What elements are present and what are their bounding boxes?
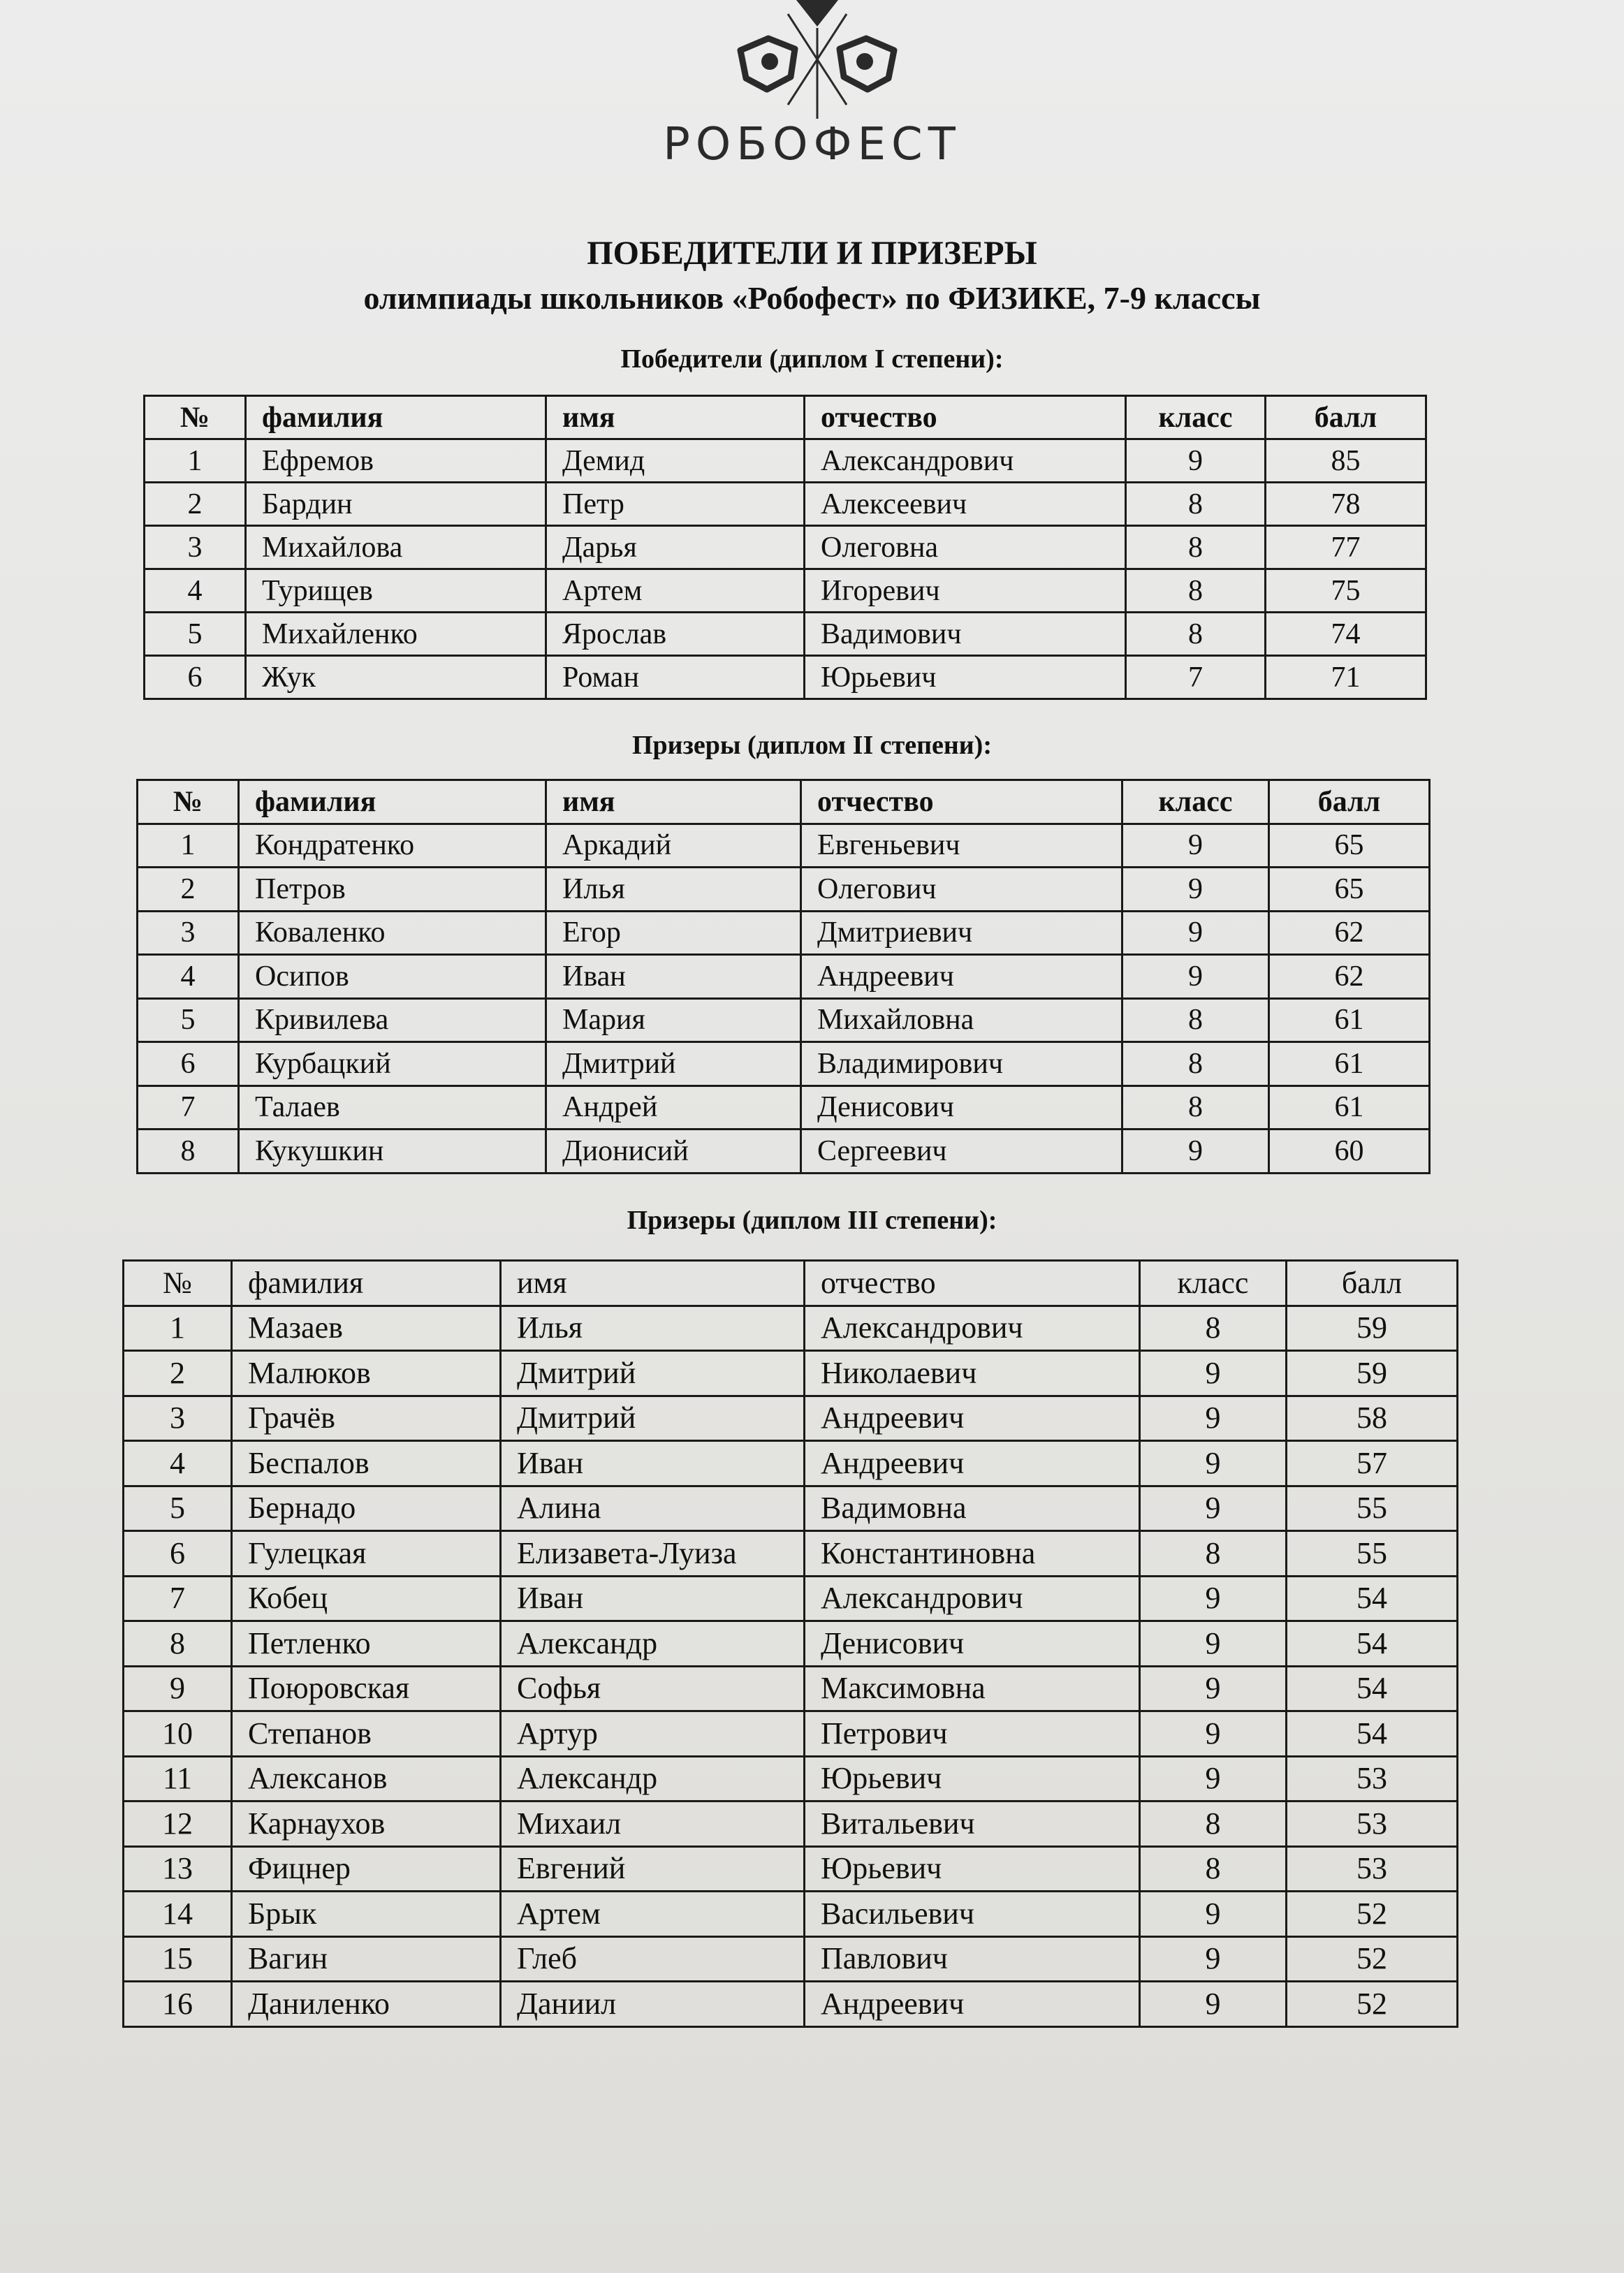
cell-num: 15 (124, 1936, 232, 1982)
cell-name: Иван (501, 1441, 805, 1486)
cell-surname: Малюков (232, 1351, 501, 1396)
cell-score: 59 (1287, 1351, 1458, 1396)
cell-score: 52 (1287, 1892, 1458, 1937)
cell-grade: 9 (1140, 1892, 1287, 1937)
cell-patronymic: Денисович (805, 1621, 1140, 1667)
cell-name: Андрей (546, 1086, 801, 1130)
cell-surname: Кривилева (239, 998, 546, 1042)
cell-name: Евгений (501, 1846, 805, 1892)
cell-grade: 7 (1126, 656, 1266, 699)
cell-grade: 9 (1140, 1936, 1287, 1982)
cell-surname: Осипов (239, 955, 546, 999)
cell-patronymic: Дмитриевич (801, 911, 1122, 955)
cell-patronymic: Евгеньевич (801, 824, 1122, 868)
cell-name: Софья (501, 1666, 805, 1711)
table-header-row (138, 780, 1430, 824)
cell-surname: Коваленко (239, 911, 546, 955)
cell-surname: Ефремов (246, 439, 546, 483)
cell-num: 7 (138, 1086, 239, 1130)
cell-num: 2 (138, 868, 239, 912)
cell-patronymic: Александрович (805, 1576, 1140, 1621)
column-header-surname: фамилия (246, 396, 546, 439)
cell-surname: Кондратенко (239, 824, 546, 868)
cell-num: 1 (124, 1306, 232, 1351)
cell-grade: 8 (1140, 1306, 1287, 1351)
cell-score: 53 (1287, 1756, 1458, 1801)
cell-grade: 9 (1140, 1621, 1287, 1667)
cell-name: Петр (546, 483, 805, 526)
table-row (124, 1756, 1458, 1801)
cell-name: Мария (546, 998, 801, 1042)
cell-grade: 8 (1126, 569, 1266, 613)
cell-score: 77 (1266, 526, 1426, 569)
cell-score: 75 (1266, 569, 1426, 613)
cell-patronymic: Андреевич (805, 1982, 1140, 2027)
cell-score: 71 (1266, 656, 1426, 699)
column-header-num: № (138, 780, 239, 824)
cell-patronymic: Юрьевич (805, 1756, 1140, 1801)
cell-name: Дмитрий (501, 1396, 805, 1441)
cell-num: 5 (145, 613, 246, 656)
cell-num: 2 (124, 1351, 232, 1396)
cell-score: 74 (1266, 613, 1426, 656)
column-header-score: балл (1287, 1261, 1458, 1306)
cell-num: 16 (124, 1982, 232, 2027)
cell-grade: 9 (1122, 911, 1269, 955)
results-table (136, 779, 1431, 1174)
cell-grade: 8 (1126, 483, 1266, 526)
cell-surname: Вагин (232, 1936, 501, 1982)
cell-num: 2 (145, 483, 246, 526)
table-row (124, 1486, 1458, 1531)
table-row (138, 1042, 1430, 1086)
cell-patronymic: Павлович (805, 1936, 1140, 1982)
cell-patronymic: Владимирович (801, 1042, 1122, 1086)
cell-num: 6 (138, 1042, 239, 1086)
cell-surname: Гулецкая (232, 1531, 501, 1577)
cell-score: 52 (1287, 1936, 1458, 1982)
cell-score: 78 (1266, 483, 1426, 526)
cell-patronymic: Вадимовна (805, 1486, 1140, 1531)
cell-name: Глеб (501, 1936, 805, 1982)
page-title: ПОБЕДИТЕЛИ И ПРИЗЕРЫ (587, 235, 1037, 272)
cell-patronymic: Игоревич (805, 569, 1126, 613)
table-row (124, 1936, 1458, 1982)
cell-grade: 9 (1140, 1396, 1287, 1441)
cell-num: 8 (138, 1130, 239, 1174)
table-row (124, 1621, 1458, 1667)
cell-name: Аркадий (546, 824, 801, 868)
section-heading: Победители (диплом I степени): (620, 344, 1004, 374)
results-table (143, 395, 1427, 700)
table-header-row (145, 396, 1426, 439)
cell-name: Артур (501, 1711, 805, 1757)
cell-surname: Беспалов (232, 1441, 501, 1486)
cell-name: Демид (546, 439, 805, 483)
cell-name: Дионисий (546, 1130, 801, 1174)
table-row (124, 1801, 1458, 1847)
section-heading: Призеры (диплом II степени): (631, 731, 992, 760)
cell-name: Артем (546, 569, 805, 613)
cell-surname: Михайленко (246, 613, 546, 656)
cell-score: 55 (1287, 1486, 1458, 1531)
cell-num: 5 (124, 1486, 232, 1531)
cell-num: 6 (124, 1531, 232, 1577)
table-row (124, 1892, 1458, 1937)
cell-grade: 9 (1140, 1982, 1287, 2027)
cell-name: Елизавета-Луиза (501, 1531, 805, 1577)
cell-grade: 9 (1140, 1351, 1287, 1396)
column-header-patronymic: отчество (805, 396, 1126, 439)
cell-score: 54 (1287, 1711, 1458, 1757)
cell-grade: 8 (1126, 526, 1266, 569)
table-row (124, 1531, 1458, 1577)
column-header-surname: фамилия (239, 780, 546, 824)
cell-patronymic: Николаевич (805, 1351, 1140, 1396)
cell-patronymic: Юрьевич (805, 656, 1126, 699)
cell-surname: Грачёв (232, 1396, 501, 1441)
table-row (138, 955, 1430, 999)
cell-patronymic: Андреевич (805, 1396, 1140, 1441)
column-header-name: имя (501, 1261, 805, 1306)
cell-score: 61 (1269, 998, 1430, 1042)
cell-score: 60 (1269, 1130, 1430, 1174)
cell-num: 4 (124, 1441, 232, 1486)
cell-patronymic: Вадимович (805, 613, 1126, 656)
cell-score: 62 (1269, 955, 1430, 999)
cell-grade: 9 (1122, 955, 1269, 999)
cell-surname: Поюровская (232, 1666, 501, 1711)
table-row (124, 1441, 1458, 1486)
cell-num: 5 (138, 998, 239, 1042)
cell-num: 4 (145, 569, 246, 613)
cell-grade: 8 (1140, 1531, 1287, 1577)
cell-num: 7 (124, 1576, 232, 1621)
cell-surname: Жук (246, 656, 546, 699)
cell-surname: Фицнер (232, 1846, 501, 1892)
cell-surname: Кобец (232, 1576, 501, 1621)
column-header-grade: класс (1140, 1261, 1287, 1306)
cell-score: 65 (1269, 824, 1430, 868)
column-header-score: балл (1269, 780, 1430, 824)
cell-surname: Турищев (246, 569, 546, 613)
cell-name: Роман (546, 656, 805, 699)
table-row (145, 656, 1426, 699)
cell-name: Михаил (501, 1801, 805, 1847)
cell-num: 8 (124, 1621, 232, 1667)
cell-surname: Петленко (232, 1621, 501, 1667)
cell-score: 85 (1266, 439, 1426, 483)
column-header-grade: класс (1126, 396, 1266, 439)
cell-surname: Алексанов (232, 1756, 501, 1801)
table-row (145, 439, 1426, 483)
table-row (138, 868, 1430, 912)
cell-surname: Кукушкин (239, 1130, 546, 1174)
cell-name: Артем (501, 1892, 805, 1937)
cell-patronymic: Андреевич (805, 1441, 1140, 1486)
table-row (124, 1711, 1458, 1757)
column-header-num: № (145, 396, 246, 439)
cell-num: 4 (138, 955, 239, 999)
cell-grade: 8 (1122, 1042, 1269, 1086)
cell-patronymic: Олегович (801, 868, 1122, 912)
cell-surname: Даниленко (232, 1982, 501, 2027)
cell-name: Даниил (501, 1982, 805, 2027)
column-header-name: имя (546, 396, 805, 439)
cell-surname: Брык (232, 1892, 501, 1937)
table-row (138, 1086, 1430, 1130)
cell-grade: 9 (1140, 1441, 1287, 1486)
cell-grade: 9 (1140, 1756, 1287, 1801)
cell-grade: 9 (1140, 1486, 1287, 1531)
cell-patronymic: Витальевич (805, 1801, 1140, 1847)
cell-surname: Бернадо (232, 1486, 501, 1531)
cell-num: 1 (145, 439, 246, 483)
cell-score: 62 (1269, 911, 1430, 955)
cell-score: 58 (1287, 1396, 1458, 1441)
cell-name: Дмитрий (546, 1042, 801, 1086)
cell-num: 14 (124, 1892, 232, 1937)
cell-surname: Карнаухов (232, 1801, 501, 1847)
cell-num: 11 (124, 1756, 232, 1801)
cell-num: 13 (124, 1846, 232, 1892)
page-subtitle: олимпиады школьников «Робофест» по ФИЗИКЕ, 7-9 классы (363, 280, 1261, 316)
cell-grade: 9 (1122, 868, 1269, 912)
cell-name: Дарья (546, 526, 805, 569)
cell-patronymic: Васильевич (805, 1892, 1140, 1937)
cell-name: Ярослав (546, 613, 805, 656)
table-row (124, 1396, 1458, 1441)
cell-num: 12 (124, 1801, 232, 1847)
cell-name: Иван (546, 955, 801, 999)
cell-grade: 8 (1126, 613, 1266, 656)
cell-score: 61 (1269, 1042, 1430, 1086)
cell-score: 61 (1269, 1086, 1430, 1130)
cell-grade: 9 (1126, 439, 1266, 483)
cell-score: 54 (1287, 1576, 1458, 1621)
table-row (145, 569, 1426, 613)
cell-name: Алина (501, 1486, 805, 1531)
cell-patronymic: Андреевич (801, 955, 1122, 999)
table-row (124, 1666, 1458, 1711)
cell-score: 54 (1287, 1621, 1458, 1667)
cell-name: Александр (501, 1756, 805, 1801)
cell-grade: 9 (1122, 824, 1269, 868)
cell-patronymic: Александрович (805, 439, 1126, 483)
cell-surname: Бардин (246, 483, 546, 526)
cell-grade: 8 (1122, 1086, 1269, 1130)
cell-surname: Мазаев (232, 1306, 501, 1351)
cell-surname: Степанов (232, 1711, 501, 1757)
table-row (138, 911, 1430, 955)
section-heading: Призеры (диплом III степени): (627, 1206, 997, 1235)
cell-score: 57 (1287, 1441, 1458, 1486)
column-header-name: имя (546, 780, 801, 824)
cell-num: 9 (124, 1666, 232, 1711)
cell-name: Илья (501, 1306, 805, 1351)
table-row (138, 824, 1430, 868)
cell-grade: 9 (1122, 1130, 1269, 1174)
cell-score: 55 (1287, 1531, 1458, 1577)
cell-score: 65 (1269, 868, 1430, 912)
table-row (124, 1351, 1458, 1396)
cell-patronymic: Алексеевич (805, 483, 1126, 526)
robofest-logo (726, 0, 908, 122)
cell-surname: Петров (239, 868, 546, 912)
table-row (124, 1982, 1458, 2027)
cell-surname: Талаев (239, 1086, 546, 1130)
cell-score: 52 (1287, 1982, 1458, 2027)
cell-num: 3 (124, 1396, 232, 1441)
table-row (124, 1306, 1458, 1351)
column-header-surname: фамилия (232, 1261, 501, 1306)
table-row (124, 1846, 1458, 1892)
column-header-grade: класс (1122, 780, 1269, 824)
column-header-score: балл (1266, 396, 1426, 439)
table-header-row (124, 1261, 1458, 1306)
table-row (138, 998, 1430, 1042)
table-row (145, 613, 1426, 656)
cell-patronymic: Юрьевич (805, 1846, 1140, 1892)
cell-patronymic: Денисович (801, 1086, 1122, 1130)
cell-num: 3 (145, 526, 246, 569)
cell-num: 3 (138, 911, 239, 955)
cell-name: Егор (546, 911, 801, 955)
cell-score: 59 (1287, 1306, 1458, 1351)
cell-name: Александр (501, 1621, 805, 1667)
table-row (138, 1130, 1430, 1174)
cell-num: 6 (145, 656, 246, 699)
cell-grade: 9 (1140, 1666, 1287, 1711)
column-header-num: № (124, 1261, 232, 1306)
cell-score: 54 (1287, 1666, 1458, 1711)
cell-grade: 9 (1140, 1711, 1287, 1757)
cell-patronymic: Сергеевич (801, 1130, 1122, 1174)
column-header-patronymic: отчество (805, 1261, 1140, 1306)
cell-patronymic: Петрович (805, 1711, 1140, 1757)
cell-patronymic: Александрович (805, 1306, 1140, 1351)
cell-num: 1 (138, 824, 239, 868)
cell-name: Иван (501, 1576, 805, 1621)
table-row (145, 526, 1426, 569)
cell-patronymic: Олеговна (805, 526, 1126, 569)
cell-surname: Курбацкий (239, 1042, 546, 1086)
table-row (145, 483, 1426, 526)
cell-patronymic: Константиновна (805, 1531, 1140, 1577)
cell-grade: 8 (1122, 998, 1269, 1042)
cell-score: 53 (1287, 1801, 1458, 1847)
cell-patronymic: Михайловна (801, 998, 1122, 1042)
cell-name: Илья (546, 868, 801, 912)
results-table (122, 1259, 1458, 2028)
cell-name: Дмитрий (501, 1351, 805, 1396)
cell-grade: 8 (1140, 1801, 1287, 1847)
brand-name: РОБОФЕСТ (663, 119, 961, 170)
cell-patronymic: Максимовна (805, 1666, 1140, 1711)
cell-surname: Михайлова (246, 526, 546, 569)
table-row (124, 1576, 1458, 1621)
cell-score: 53 (1287, 1846, 1458, 1892)
cell-grade: 9 (1140, 1576, 1287, 1621)
cell-grade: 8 (1140, 1846, 1287, 1892)
column-header-patronymic: отчество (801, 780, 1122, 824)
cell-num: 10 (124, 1711, 232, 1757)
